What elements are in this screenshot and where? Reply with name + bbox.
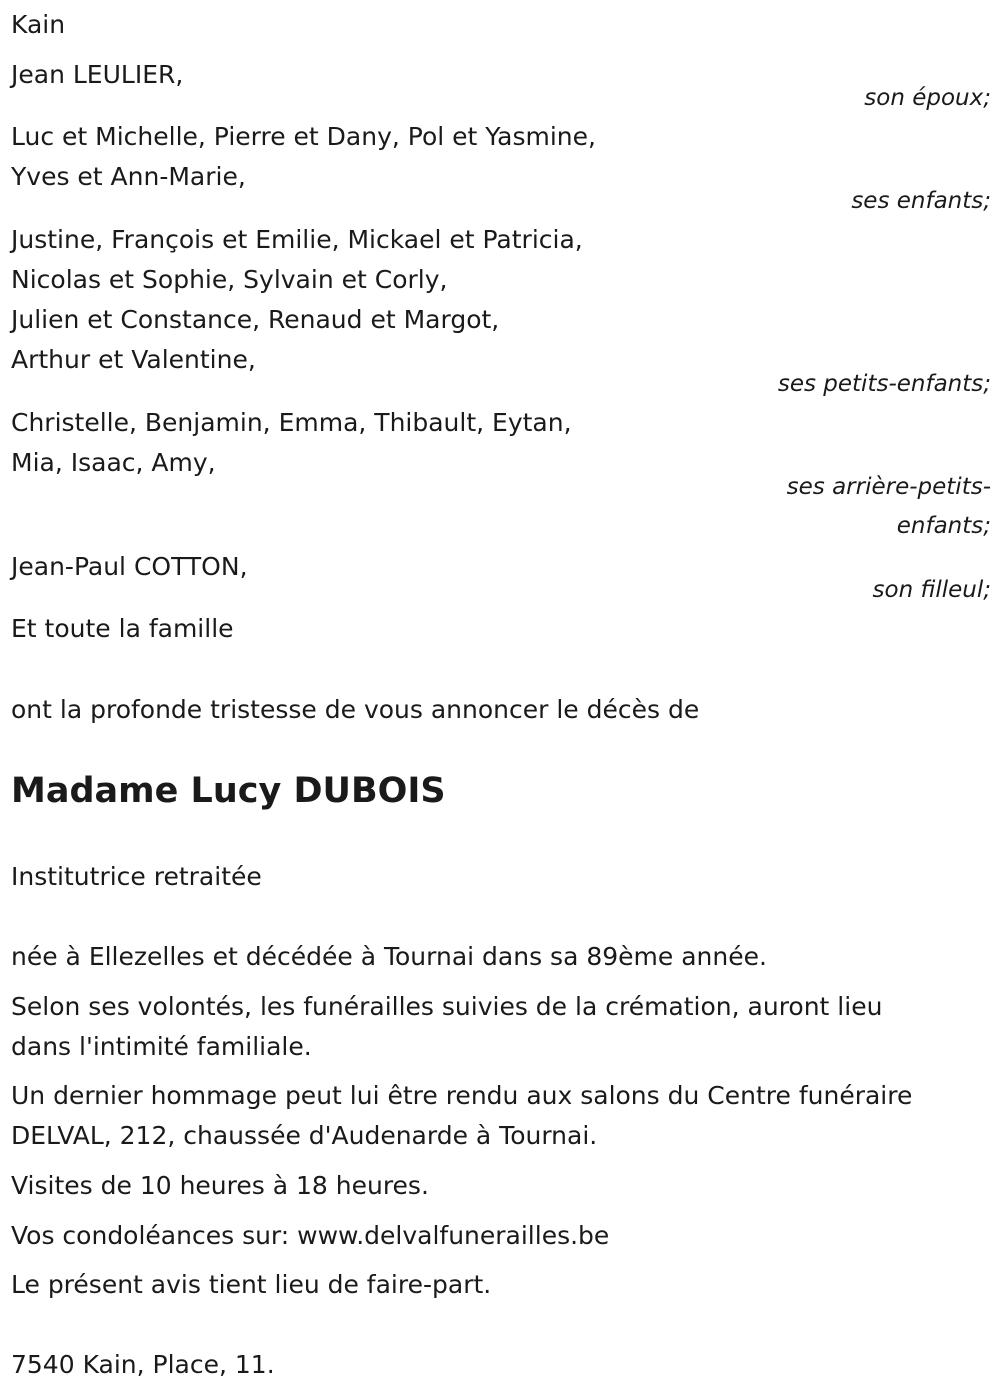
great-grandchildren-relation-line-1: ses arrière-petits- [786,474,991,500]
address: 7540 Kain, Place, 11. [11,1350,275,1379]
place-line: Kain [11,10,66,39]
paragraph-tribute-line-2: DELVAL, 212, chaussée d'Audenarde à Tournai. [11,1121,598,1150]
paragraph-birth-death: née à Ellezelles et décédée à Tournai dans sa 89ème année. [11,942,767,971]
children-names-line-2: Yves et Ann-Marie, [11,162,246,191]
grandchildren-names-line-1: Justine, François et Emilie, Mickael et Patricia, [11,225,583,254]
paragraph-tribute-line-1: Un dernier hommage peut lui être rendu aux salons du Centre funéraire [11,1081,913,1110]
obituary-notice [11,0,991,1399]
godson-name: Jean-Paul COTTON, [11,552,248,581]
paragraph-funeral-line-1: Selon ses volontés, les funérailles suivies de la crémation, auront lieu [11,992,883,1021]
paragraph-funeral-line-2: dans l'intimité familiale. [11,1032,312,1061]
paragraph-condolences: Vos condoléances sur: www.delvalfunerailles.be [11,1221,610,1250]
announcement-text: ont la profonde tristesse de vous annoncer le décès de [11,695,700,724]
godson-relation: son filleul; [872,577,991,603]
paragraph-visiting-hours: Visites de 10 heures à 18 heures. [11,1171,429,1200]
deceased-name: Madame Lucy DUBOIS [11,771,446,811]
spouse-relation: son époux; [864,85,991,111]
grandchildren-names-line-3: Julien et Constance, Renaud et Margot, [11,305,500,334]
grandchildren-names-line-4: Arthur et Valentine, [11,345,256,374]
grandchildren-relation: ses petits-enfants; [777,371,991,397]
grandchildren-names-line-2: Nicolas et Sophie, Sylvain et Corly, [11,265,448,294]
occupation: Institutrice retraitée [11,862,262,891]
paragraph-notice: Le présent avis tient lieu de faire-part. [11,1270,492,1299]
great-grandchildren-names-line-1: Christelle, Benjamin, Emma, Thibault, Eytan, [11,408,572,437]
family-closing: Et toute la famille [11,614,234,643]
children-names-line-1: Luc et Michelle, Pierre et Dany, Pol et Yasmine, [11,122,596,151]
great-grandchildren-relation-line-2: enfants; [896,513,991,539]
spouse-name: Jean LEULIER, [11,60,184,89]
great-grandchildren-names-line-2: Mia, Isaac, Amy, [11,448,216,477]
children-relation: ses enfants; [851,188,991,214]
